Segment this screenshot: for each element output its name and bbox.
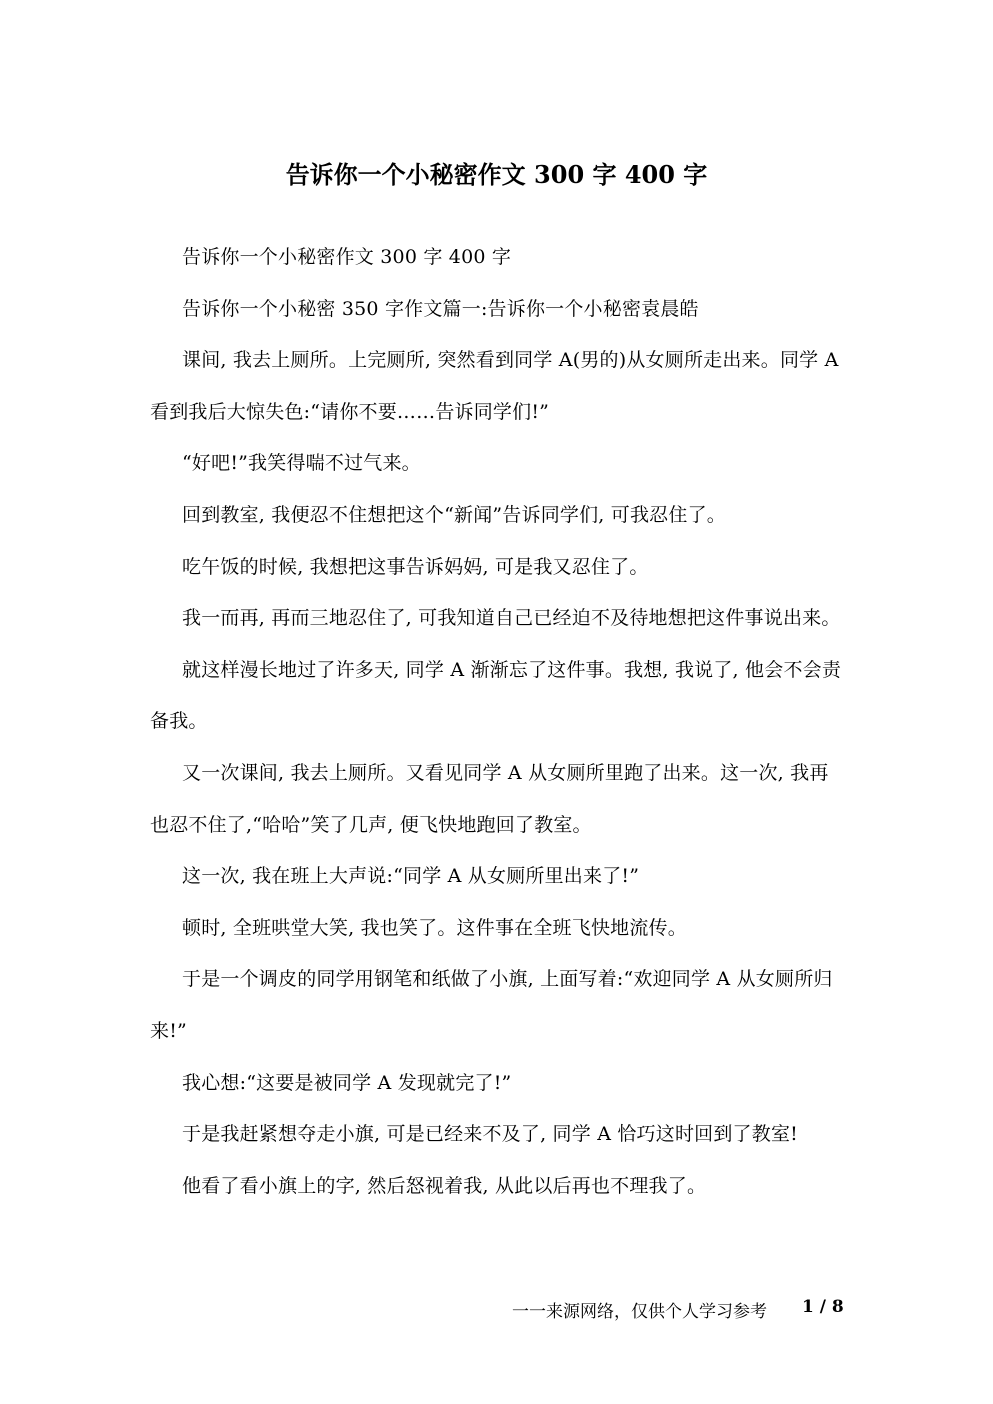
paragraph: 告诉你一个小秘密 350 字作文篇一:告诉你一个小秘密袁晨皓	[182, 297, 699, 320]
source-note: 一一来源网络，仅供个人学习参考	[512, 1302, 767, 1322]
paragraph: “好吧!”我笑得喘不过气来。	[182, 452, 421, 475]
page-title: 告诉你一个小秘密作文 300 字 400 字	[285, 160, 708, 189]
paragraph: 就这样漫长地过了许多天, 同学 A 渐渐忘了这件事。我想, 我说了, 他会不会责备我。	[150, 658, 842, 733]
page-footer	[0, 1297, 993, 1323]
page-number: 1 / 8	[802, 1297, 844, 1317]
paragraph: 告诉你一个小秘密作文 300 字 400 字	[182, 246, 512, 268]
paragraph: 于是我赶紧想夺走小旗, 可是已经来不及了, 同学 A 恰巧这时回到了教室!	[182, 1123, 798, 1146]
document-body	[150, 232, 844, 1212]
paragraph: 顿时, 全班哄堂大笑, 我也笑了。这件事在全班飞快地流传。	[182, 916, 687, 939]
paragraph: 回到教室, 我便忍不住想把这个“新闻”告诉同学们, 可我忍住了。	[182, 503, 726, 526]
paragraph: 我一而再, 再而三地忍住了, 可我知道自己已经迫不及待地想把这件事说出来。	[182, 607, 841, 630]
paragraph: 他看了看小旗上的字, 然后怒视着我, 从此以后再也不理我了。	[182, 1174, 707, 1197]
paragraph: 课间, 我去上厕所。上完厕所, 突然看到同学 A(男的)从女厕所走出来。同学 A 看到我后大惊失色:“请你不要……告诉同学们!”	[150, 349, 839, 423]
paragraph: 于是一个调皮的同学用钢笔和纸做了小旗, 上面写着:“欢迎同学 A 从女厕所归来!”	[150, 968, 833, 1042]
paragraph: 这一次, 我在班上大声说:“同学 A 从女厕所里出来了!”	[182, 865, 640, 888]
paragraph: 我心想:“这要是被同学 A 发现就完了!”	[182, 1071, 512, 1094]
paragraph: 又一次课间, 我去上厕所。又看见同学 A 从女厕所里跑了出来。这一次, 我再也忍不住了,“哈哈”笑了几声, 便飞快地跑回了教室。	[150, 761, 829, 836]
paragraph: 吃午饭的时候, 我想把这事告诉妈妈, 可是我又忍住了。	[182, 555, 649, 578]
